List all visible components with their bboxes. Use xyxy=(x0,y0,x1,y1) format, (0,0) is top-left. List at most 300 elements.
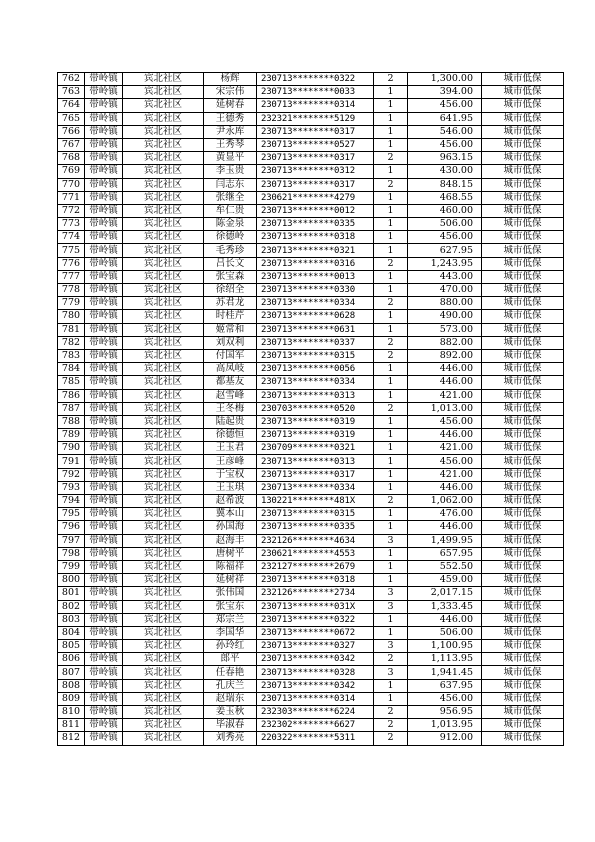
name-cell: 王玉琪 xyxy=(204,481,257,494)
amount-cell: 1,941.45 xyxy=(408,666,482,679)
town-cell: 带岭镇 xyxy=(85,363,123,376)
id-number-cell: 230713********0628 xyxy=(257,310,374,323)
community-cell: 宾北社区 xyxy=(123,613,204,626)
table-row xyxy=(58,587,564,600)
id-number-cell: 230713********0317 xyxy=(257,125,374,138)
row-number: 799 xyxy=(58,560,85,573)
row-number: 789 xyxy=(58,429,85,442)
community-cell: 宾北社区 xyxy=(123,547,204,560)
table-row xyxy=(58,125,564,138)
benefit-type-cell: 城市低保 xyxy=(482,323,564,336)
name-cell: 高凤岐 xyxy=(204,363,257,376)
town-cell: 带岭镇 xyxy=(85,402,123,415)
benefit-type-cell: 城市低保 xyxy=(482,442,564,455)
id-number-cell: 230713********0334 xyxy=(257,297,374,310)
town-cell: 带岭镇 xyxy=(85,323,123,336)
table-row xyxy=(58,508,564,521)
row-number: 768 xyxy=(58,152,85,165)
name-cell: 张伟国 xyxy=(204,587,257,600)
amount-cell: 468.55 xyxy=(408,191,482,204)
row-number: 778 xyxy=(58,284,85,297)
name-cell: 刘双利 xyxy=(204,336,257,349)
id-number-cell: 130221********481X xyxy=(257,495,374,508)
amount-cell: 1,333.45 xyxy=(408,600,482,613)
community-cell: 宾北社区 xyxy=(123,231,204,244)
town-cell: 带岭镇 xyxy=(85,270,123,283)
household-count-cell: 1 xyxy=(374,270,408,283)
benefit-type-cell: 城市低保 xyxy=(482,653,564,666)
row-number: 796 xyxy=(58,521,85,534)
household-count-cell: 1 xyxy=(374,86,408,99)
town-cell: 带岭镇 xyxy=(85,389,123,402)
name-cell: 赵希波 xyxy=(204,495,257,508)
row-number: 767 xyxy=(58,138,85,151)
household-count-cell: 1 xyxy=(374,231,408,244)
town-cell: 带岭镇 xyxy=(85,376,123,389)
id-number-cell: 232321********5129 xyxy=(257,112,374,125)
community-cell: 宾北社区 xyxy=(123,270,204,283)
row-number: 804 xyxy=(58,626,85,639)
household-count-cell: 2 xyxy=(374,257,408,270)
id-number-cell: 230713********0316 xyxy=(257,257,374,270)
table-row xyxy=(58,284,564,297)
row-number: 808 xyxy=(58,679,85,692)
id-number-cell: 230713********0315 xyxy=(257,349,374,362)
id-number-cell: 230713********0342 xyxy=(257,679,374,692)
row-number: 809 xyxy=(58,692,85,705)
amount-cell: 641.95 xyxy=(408,112,482,125)
id-number-cell: 230713********0334 xyxy=(257,481,374,494)
amount-cell: 446.00 xyxy=(408,521,482,534)
benefit-type-cell: 城市低保 xyxy=(482,138,564,151)
community-cell: 宾北社区 xyxy=(123,732,204,745)
table-row xyxy=(58,270,564,283)
community-cell: 宾北社区 xyxy=(123,257,204,270)
town-cell: 带岭镇 xyxy=(85,481,123,494)
benefit-type-cell: 城市低保 xyxy=(482,244,564,257)
household-count-cell: 1 xyxy=(374,481,408,494)
row-number: 786 xyxy=(58,389,85,402)
id-number-cell: 230713********0322 xyxy=(257,73,374,86)
row-number: 762 xyxy=(58,73,85,86)
row-number: 780 xyxy=(58,310,85,323)
name-cell: 延树祥 xyxy=(204,574,257,587)
table-row xyxy=(58,257,564,270)
amount-cell: 456.00 xyxy=(408,138,482,151)
id-number-cell: 230713********0335 xyxy=(257,218,374,231)
table-row xyxy=(58,112,564,125)
household-count-cell: 2 xyxy=(374,732,408,745)
community-cell: 宾北社区 xyxy=(123,495,204,508)
name-cell: 冀本山 xyxy=(204,508,257,521)
row-number: 779 xyxy=(58,297,85,310)
household-count-cell: 1 xyxy=(374,112,408,125)
community-cell: 宾北社区 xyxy=(123,521,204,534)
community-cell: 宾北社区 xyxy=(123,666,204,679)
community-cell: 宾北社区 xyxy=(123,706,204,719)
row-number: 812 xyxy=(58,732,85,745)
community-cell: 宾北社区 xyxy=(123,600,204,613)
community-cell: 宾北社区 xyxy=(123,429,204,442)
community-cell: 宾北社区 xyxy=(123,138,204,151)
household-count-cell: 1 xyxy=(374,455,408,468)
amount-cell: 470.00 xyxy=(408,284,482,297)
amount-cell: 430.00 xyxy=(408,165,482,178)
id-number-cell: 230713********0012 xyxy=(257,204,374,217)
benefit-type-cell: 城市低保 xyxy=(482,521,564,534)
name-cell: 于宝权 xyxy=(204,468,257,481)
name-cell: 陈金泉 xyxy=(204,218,257,231)
benefit-type-cell: 城市低保 xyxy=(482,218,564,231)
community-cell: 宾北社区 xyxy=(123,363,204,376)
community-cell: 宾北社区 xyxy=(123,244,204,257)
town-cell: 带岭镇 xyxy=(85,73,123,86)
town-cell: 带岭镇 xyxy=(85,415,123,428)
name-cell: 赵海丰 xyxy=(204,534,257,547)
row-number: 763 xyxy=(58,86,85,99)
id-number-cell: 230713********0328 xyxy=(257,666,374,679)
household-count-cell: 2 xyxy=(374,349,408,362)
community-cell: 宾北社区 xyxy=(123,376,204,389)
amount-cell: 573.00 xyxy=(408,323,482,336)
amount-cell: 456.00 xyxy=(408,455,482,468)
amount-cell: 1,013.95 xyxy=(408,719,482,732)
benefit-type-cell: 城市低保 xyxy=(482,587,564,600)
household-count-cell: 1 xyxy=(374,613,408,626)
row-number: 807 xyxy=(58,666,85,679)
row-number: 775 xyxy=(58,244,85,257)
benefit-type-cell: 城市低保 xyxy=(482,626,564,639)
amount-cell: 460.00 xyxy=(408,204,482,217)
town-cell: 带岭镇 xyxy=(85,692,123,705)
id-number-cell: 230713********0330 xyxy=(257,284,374,297)
table-row xyxy=(58,99,564,112)
table-row xyxy=(58,640,564,653)
name-cell: 王彦峰 xyxy=(204,455,257,468)
row-number: 783 xyxy=(58,349,85,362)
row-number: 769 xyxy=(58,165,85,178)
town-cell: 带岭镇 xyxy=(85,613,123,626)
row-number: 782 xyxy=(58,336,85,349)
town-cell: 带岭镇 xyxy=(85,310,123,323)
id-number-cell: 232127********2679 xyxy=(257,560,374,573)
household-count-cell: 1 xyxy=(374,99,408,112)
table-row xyxy=(58,165,564,178)
household-count-cell: 3 xyxy=(374,600,408,613)
town-cell: 带岭镇 xyxy=(85,468,123,481)
id-number-cell: 230713********0314 xyxy=(257,99,374,112)
town-cell: 带岭镇 xyxy=(85,600,123,613)
benefit-type-cell: 城市低保 xyxy=(482,191,564,204)
row-number: 773 xyxy=(58,218,85,231)
community-cell: 宾北社区 xyxy=(123,574,204,587)
table-row xyxy=(58,297,564,310)
name-cell: 延树春 xyxy=(204,99,257,112)
community-cell: 宾北社区 xyxy=(123,204,204,217)
name-cell: 李国华 xyxy=(204,626,257,639)
name-cell: 徐德岭 xyxy=(204,231,257,244)
name-cell: 牟仁贵 xyxy=(204,204,257,217)
table-row xyxy=(58,402,564,415)
table-row xyxy=(58,415,564,428)
household-count-cell: 2 xyxy=(374,297,408,310)
community-cell: 宾北社区 xyxy=(123,719,204,732)
benefit-type-cell: 城市低保 xyxy=(482,204,564,217)
row-number: 772 xyxy=(58,204,85,217)
table-row xyxy=(58,323,564,336)
amount-cell: 546.00 xyxy=(408,125,482,138)
community-cell: 宾北社区 xyxy=(123,560,204,573)
table-row xyxy=(58,706,564,719)
benefit-type-cell: 城市低保 xyxy=(482,429,564,442)
community-cell: 宾北社区 xyxy=(123,679,204,692)
name-cell: 时桂芹 xyxy=(204,310,257,323)
name-cell: 孙玲红 xyxy=(204,640,257,653)
community-cell: 宾北社区 xyxy=(123,442,204,455)
amount-cell: 1,100.95 xyxy=(408,640,482,653)
benefit-type-cell: 城市低保 xyxy=(482,125,564,138)
id-number-cell: 230713********0313 xyxy=(257,455,374,468)
name-cell: 王秀琴 xyxy=(204,138,257,151)
name-cell: 张宝东 xyxy=(204,600,257,613)
id-number-cell: 230713********0334 xyxy=(257,376,374,389)
name-cell: 郎平 xyxy=(204,653,257,666)
table-row xyxy=(58,455,564,468)
row-number: 787 xyxy=(58,402,85,415)
town-cell: 带岭镇 xyxy=(85,534,123,547)
row-number: 801 xyxy=(58,587,85,600)
town-cell: 带岭镇 xyxy=(85,204,123,217)
row-number: 777 xyxy=(58,270,85,283)
table-row xyxy=(58,547,564,560)
name-cell: 郑宗兰 xyxy=(204,613,257,626)
name-cell: 刘秀亮 xyxy=(204,732,257,745)
town-cell: 带岭镇 xyxy=(85,284,123,297)
benefit-type-cell: 城市低保 xyxy=(482,376,564,389)
benefit-type-cell: 城市低保 xyxy=(482,706,564,719)
town-cell: 带岭镇 xyxy=(85,521,123,534)
household-count-cell: 1 xyxy=(374,165,408,178)
community-cell: 宾北社区 xyxy=(123,86,204,99)
amount-cell: 443.00 xyxy=(408,270,482,283)
household-count-cell: 1 xyxy=(374,679,408,692)
amount-cell: 421.00 xyxy=(408,442,482,455)
community-cell: 宾北社区 xyxy=(123,336,204,349)
name-cell: 都基友 xyxy=(204,376,257,389)
row-number: 800 xyxy=(58,574,85,587)
benefit-type-cell: 城市低保 xyxy=(482,389,564,402)
id-number-cell: 232126********2734 xyxy=(257,587,374,600)
table-row xyxy=(58,204,564,217)
row-number: 785 xyxy=(58,376,85,389)
name-cell: 吕长文 xyxy=(204,257,257,270)
town-cell: 带岭镇 xyxy=(85,178,123,191)
table-row xyxy=(58,600,564,613)
amount-cell: 912.00 xyxy=(408,732,482,745)
table-row xyxy=(58,679,564,692)
community-cell: 宾北社区 xyxy=(123,626,204,639)
town-cell: 带岭镇 xyxy=(85,455,123,468)
name-cell: 王德秀 xyxy=(204,112,257,125)
table-row xyxy=(58,442,564,455)
name-cell: 姜玉秋 xyxy=(204,706,257,719)
household-count-cell: 1 xyxy=(374,244,408,257)
table-row xyxy=(58,349,564,362)
table-row xyxy=(58,218,564,231)
community-cell: 宾北社区 xyxy=(123,125,204,138)
household-count-cell: 3 xyxy=(374,666,408,679)
id-number-cell: 230621********4279 xyxy=(257,191,374,204)
name-cell: 姬常和 xyxy=(204,323,257,336)
id-number-cell: 230709********0321 xyxy=(257,442,374,455)
row-number: 770 xyxy=(58,178,85,191)
amount-cell: 476.00 xyxy=(408,508,482,521)
name-cell: 付国军 xyxy=(204,349,257,362)
amount-cell: 1,062.00 xyxy=(408,495,482,508)
amount-cell: 456.00 xyxy=(408,415,482,428)
amount-cell: 552.50 xyxy=(408,560,482,573)
household-count-cell: 1 xyxy=(374,376,408,389)
amount-cell: 421.00 xyxy=(408,389,482,402)
benefit-type-cell: 城市低保 xyxy=(482,270,564,283)
name-cell: 王玉君 xyxy=(204,442,257,455)
town-cell: 带岭镇 xyxy=(85,495,123,508)
town-cell: 带岭镇 xyxy=(85,112,123,125)
household-count-cell: 1 xyxy=(374,429,408,442)
town-cell: 带岭镇 xyxy=(85,257,123,270)
row-number: 784 xyxy=(58,363,85,376)
table-row xyxy=(58,73,564,86)
town-cell: 带岭镇 xyxy=(85,244,123,257)
table-row xyxy=(58,613,564,626)
table-row xyxy=(58,653,564,666)
row-number: 805 xyxy=(58,640,85,653)
name-cell: 毛秀珍 xyxy=(204,244,257,257)
amount-cell: 880.00 xyxy=(408,297,482,310)
community-cell: 宾北社区 xyxy=(123,389,204,402)
amount-cell: 446.00 xyxy=(408,481,482,494)
benefit-type-cell: 城市低保 xyxy=(482,679,564,692)
table-row xyxy=(58,178,564,191)
row-number: 781 xyxy=(58,323,85,336)
id-number-cell: 230713********0013 xyxy=(257,270,374,283)
town-cell: 带岭镇 xyxy=(85,706,123,719)
household-count-cell: 1 xyxy=(374,310,408,323)
table-row xyxy=(58,481,564,494)
household-count-cell: 3 xyxy=(374,534,408,547)
household-count-cell: 1 xyxy=(374,323,408,336)
row-number: 776 xyxy=(58,257,85,270)
name-cell: 毕淑春 xyxy=(204,719,257,732)
amount-cell: 2,017.15 xyxy=(408,587,482,600)
community-cell: 宾北社区 xyxy=(123,640,204,653)
benefit-type-cell: 城市低保 xyxy=(482,99,564,112)
row-number: 794 xyxy=(58,495,85,508)
community-cell: 宾北社区 xyxy=(123,165,204,178)
household-count-cell: 2 xyxy=(374,73,408,86)
row-number: 774 xyxy=(58,231,85,244)
benefit-type-cell: 城市低保 xyxy=(482,613,564,626)
amount-cell: 1,113.95 xyxy=(408,653,482,666)
table-row xyxy=(58,389,564,402)
table-row xyxy=(58,495,564,508)
household-count-cell: 2 xyxy=(374,178,408,191)
table-body xyxy=(58,73,564,746)
town-cell: 带岭镇 xyxy=(85,152,123,165)
name-cell: 尹永库 xyxy=(204,125,257,138)
id-number-cell: 230713********0319 xyxy=(257,429,374,442)
benefit-type-cell: 城市低保 xyxy=(482,640,564,653)
benefit-type-cell: 城市低保 xyxy=(482,481,564,494)
table-row xyxy=(58,231,564,244)
town-cell: 带岭镇 xyxy=(85,165,123,178)
community-cell: 宾北社区 xyxy=(123,653,204,666)
benefit-type-cell: 城市低保 xyxy=(482,560,564,573)
household-count-cell: 1 xyxy=(374,415,408,428)
benefit-type-cell: 城市低保 xyxy=(482,402,564,415)
household-count-cell: 1 xyxy=(374,191,408,204)
community-cell: 宾北社区 xyxy=(123,284,204,297)
id-number-cell: 230713********0317 xyxy=(257,152,374,165)
row-number: 765 xyxy=(58,112,85,125)
town-cell: 带岭镇 xyxy=(85,191,123,204)
household-count-cell: 1 xyxy=(374,574,408,587)
amount-cell: 446.00 xyxy=(408,363,482,376)
household-count-cell: 2 xyxy=(374,706,408,719)
household-count-cell: 1 xyxy=(374,125,408,138)
town-cell: 带岭镇 xyxy=(85,547,123,560)
table-row xyxy=(58,363,564,376)
row-number: 795 xyxy=(58,508,85,521)
household-count-cell: 2 xyxy=(374,719,408,732)
name-cell: 李玉贵 xyxy=(204,165,257,178)
benefit-type-cell: 城市低保 xyxy=(482,468,564,481)
benefit-type-cell: 城市低保 xyxy=(482,231,564,244)
amount-cell: 394.00 xyxy=(408,86,482,99)
community-cell: 宾北社区 xyxy=(123,218,204,231)
community-cell: 宾北社区 xyxy=(123,112,204,125)
community-cell: 宾北社区 xyxy=(123,99,204,112)
row-number: 798 xyxy=(58,547,85,560)
amount-cell: 1,013.00 xyxy=(408,402,482,415)
table-row xyxy=(58,468,564,481)
amount-cell: 421.00 xyxy=(408,468,482,481)
table-row xyxy=(58,626,564,639)
amount-cell: 848.15 xyxy=(408,178,482,191)
town-cell: 带岭镇 xyxy=(85,640,123,653)
id-number-cell: 230713********0319 xyxy=(257,415,374,428)
amount-cell: 956.95 xyxy=(408,706,482,719)
benefit-type-cell: 城市低保 xyxy=(482,732,564,745)
community-cell: 宾北社区 xyxy=(123,481,204,494)
benefit-type-cell: 城市低保 xyxy=(482,547,564,560)
benefit-type-cell: 城市低保 xyxy=(482,112,564,125)
id-number-cell: 230713********0318 xyxy=(257,231,374,244)
amount-cell: 456.00 xyxy=(408,99,482,112)
name-cell: 徐绍全 xyxy=(204,284,257,297)
row-number: 803 xyxy=(58,613,85,626)
row-number: 797 xyxy=(58,534,85,547)
table-row xyxy=(58,152,564,165)
amount-cell: 506.00 xyxy=(408,218,482,231)
name-cell: 任春艳 xyxy=(204,666,257,679)
table-row xyxy=(58,191,564,204)
name-cell: 张继全 xyxy=(204,191,257,204)
town-cell: 带岭镇 xyxy=(85,719,123,732)
amount-cell: 459.00 xyxy=(408,574,482,587)
name-cell: 宋宗伟 xyxy=(204,86,257,99)
benefit-type-cell: 城市低保 xyxy=(482,310,564,323)
